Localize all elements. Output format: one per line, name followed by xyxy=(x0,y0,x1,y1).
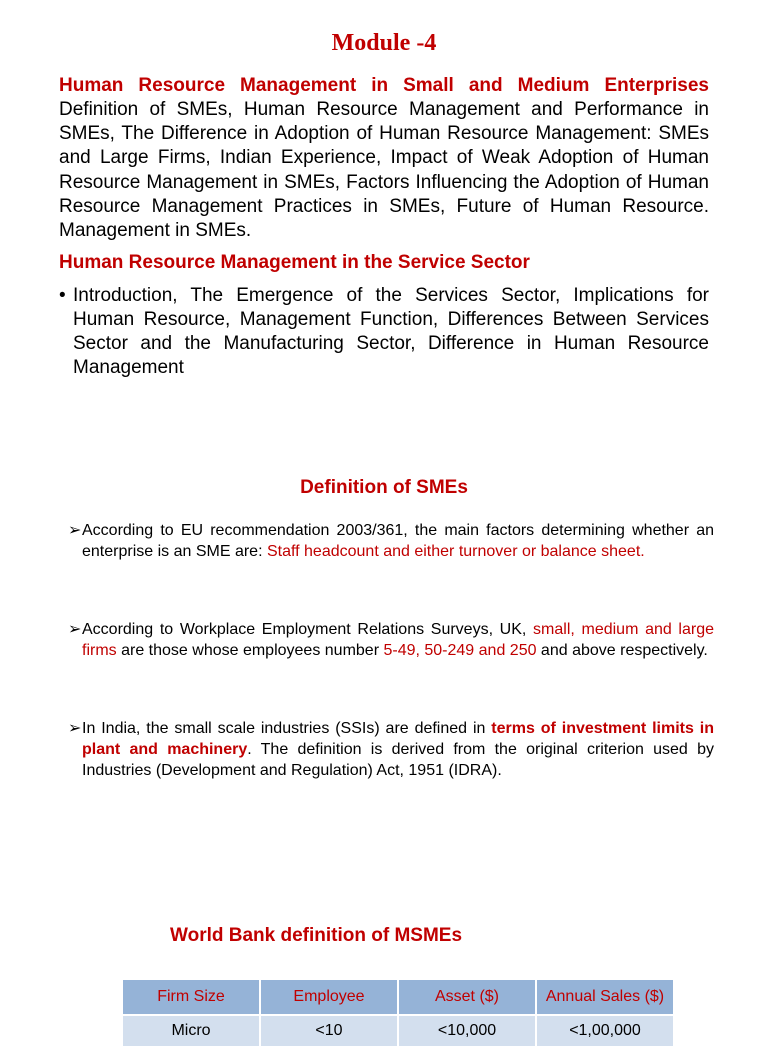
definition-item-eu xyxy=(68,520,714,562)
table-row xyxy=(123,1015,673,1046)
definition-item-india xyxy=(68,718,714,781)
table-cell: <1,00,000 xyxy=(536,1015,673,1046)
bullet-icon: • xyxy=(59,285,66,306)
table-cell: <10 xyxy=(260,1015,398,1046)
definition-heading: Definition of SMEs xyxy=(300,477,468,498)
table-cell: Micro xyxy=(123,1015,260,1046)
definition-item-text: According to Workplace Employment Relations Surveys, UK, small, medium and large firms are those whose employees number 5-49, 50-249 and 250 and above respectively. xyxy=(82,621,715,659)
definition-item-text: In India, the small scale industries (SSIs) are defined in terms of investment limits in plant and machinery. The definition is derived from the original criterion used by Industries (Development and Regulation) Act, 1951 (IDRA). xyxy=(82,720,715,779)
world-bank-heading: World Bank definition of MSMEs xyxy=(170,925,463,946)
table-header-row xyxy=(123,980,673,1015)
table-header-cell: Asset ($) xyxy=(398,980,536,1015)
arrow-bullet-icon: ➢ xyxy=(68,522,82,539)
section2-bullet-text: Introduction, The Emergence of the Services Sector, Implications for Human Resource, Management Function, Differences Between Services Sector and the Manufacturing Sector, Difference in Human Resource Management xyxy=(73,285,709,378)
definition-item-text: According to EU recommendation 2003/361, the main factors determining whether an enterprise is an SME are: Staff headcount and either turnover or balance sheet. xyxy=(82,522,714,560)
table-cell: <10,000 xyxy=(398,1015,536,1046)
msme-table xyxy=(123,980,673,1046)
section2-heading: Human Resource Management in the Service Sector xyxy=(59,252,530,273)
section1-heading: Human Resource Management in Small and Medium Enterprises xyxy=(59,75,709,96)
table-header-cell: Employee xyxy=(260,980,398,1015)
section2-bullet xyxy=(59,284,709,380)
section1-block xyxy=(59,74,709,243)
arrow-bullet-icon: ➢ xyxy=(68,621,82,638)
table-header-cell: Firm Size xyxy=(123,980,260,1015)
arrow-bullet-icon: ➢ xyxy=(68,720,82,737)
module-title: Module -4 xyxy=(331,30,437,56)
definition-item-uk xyxy=(68,619,714,661)
section1-body: Definition of SMEs, Human Resource Management and Performance in SMEs, The Difference in Adoption of Human Resource Management: SMEs and Large Firms, Indian Experience, Impact of Weak Adoption of Human Resource Management in SMEs, Factors Influencing the Adoption of Human Resource Management Practices in SMEs, Future of Human Resource. Management in SMEs. xyxy=(59,99,709,242)
table-header-cell: Annual Sales ($) xyxy=(536,980,673,1015)
